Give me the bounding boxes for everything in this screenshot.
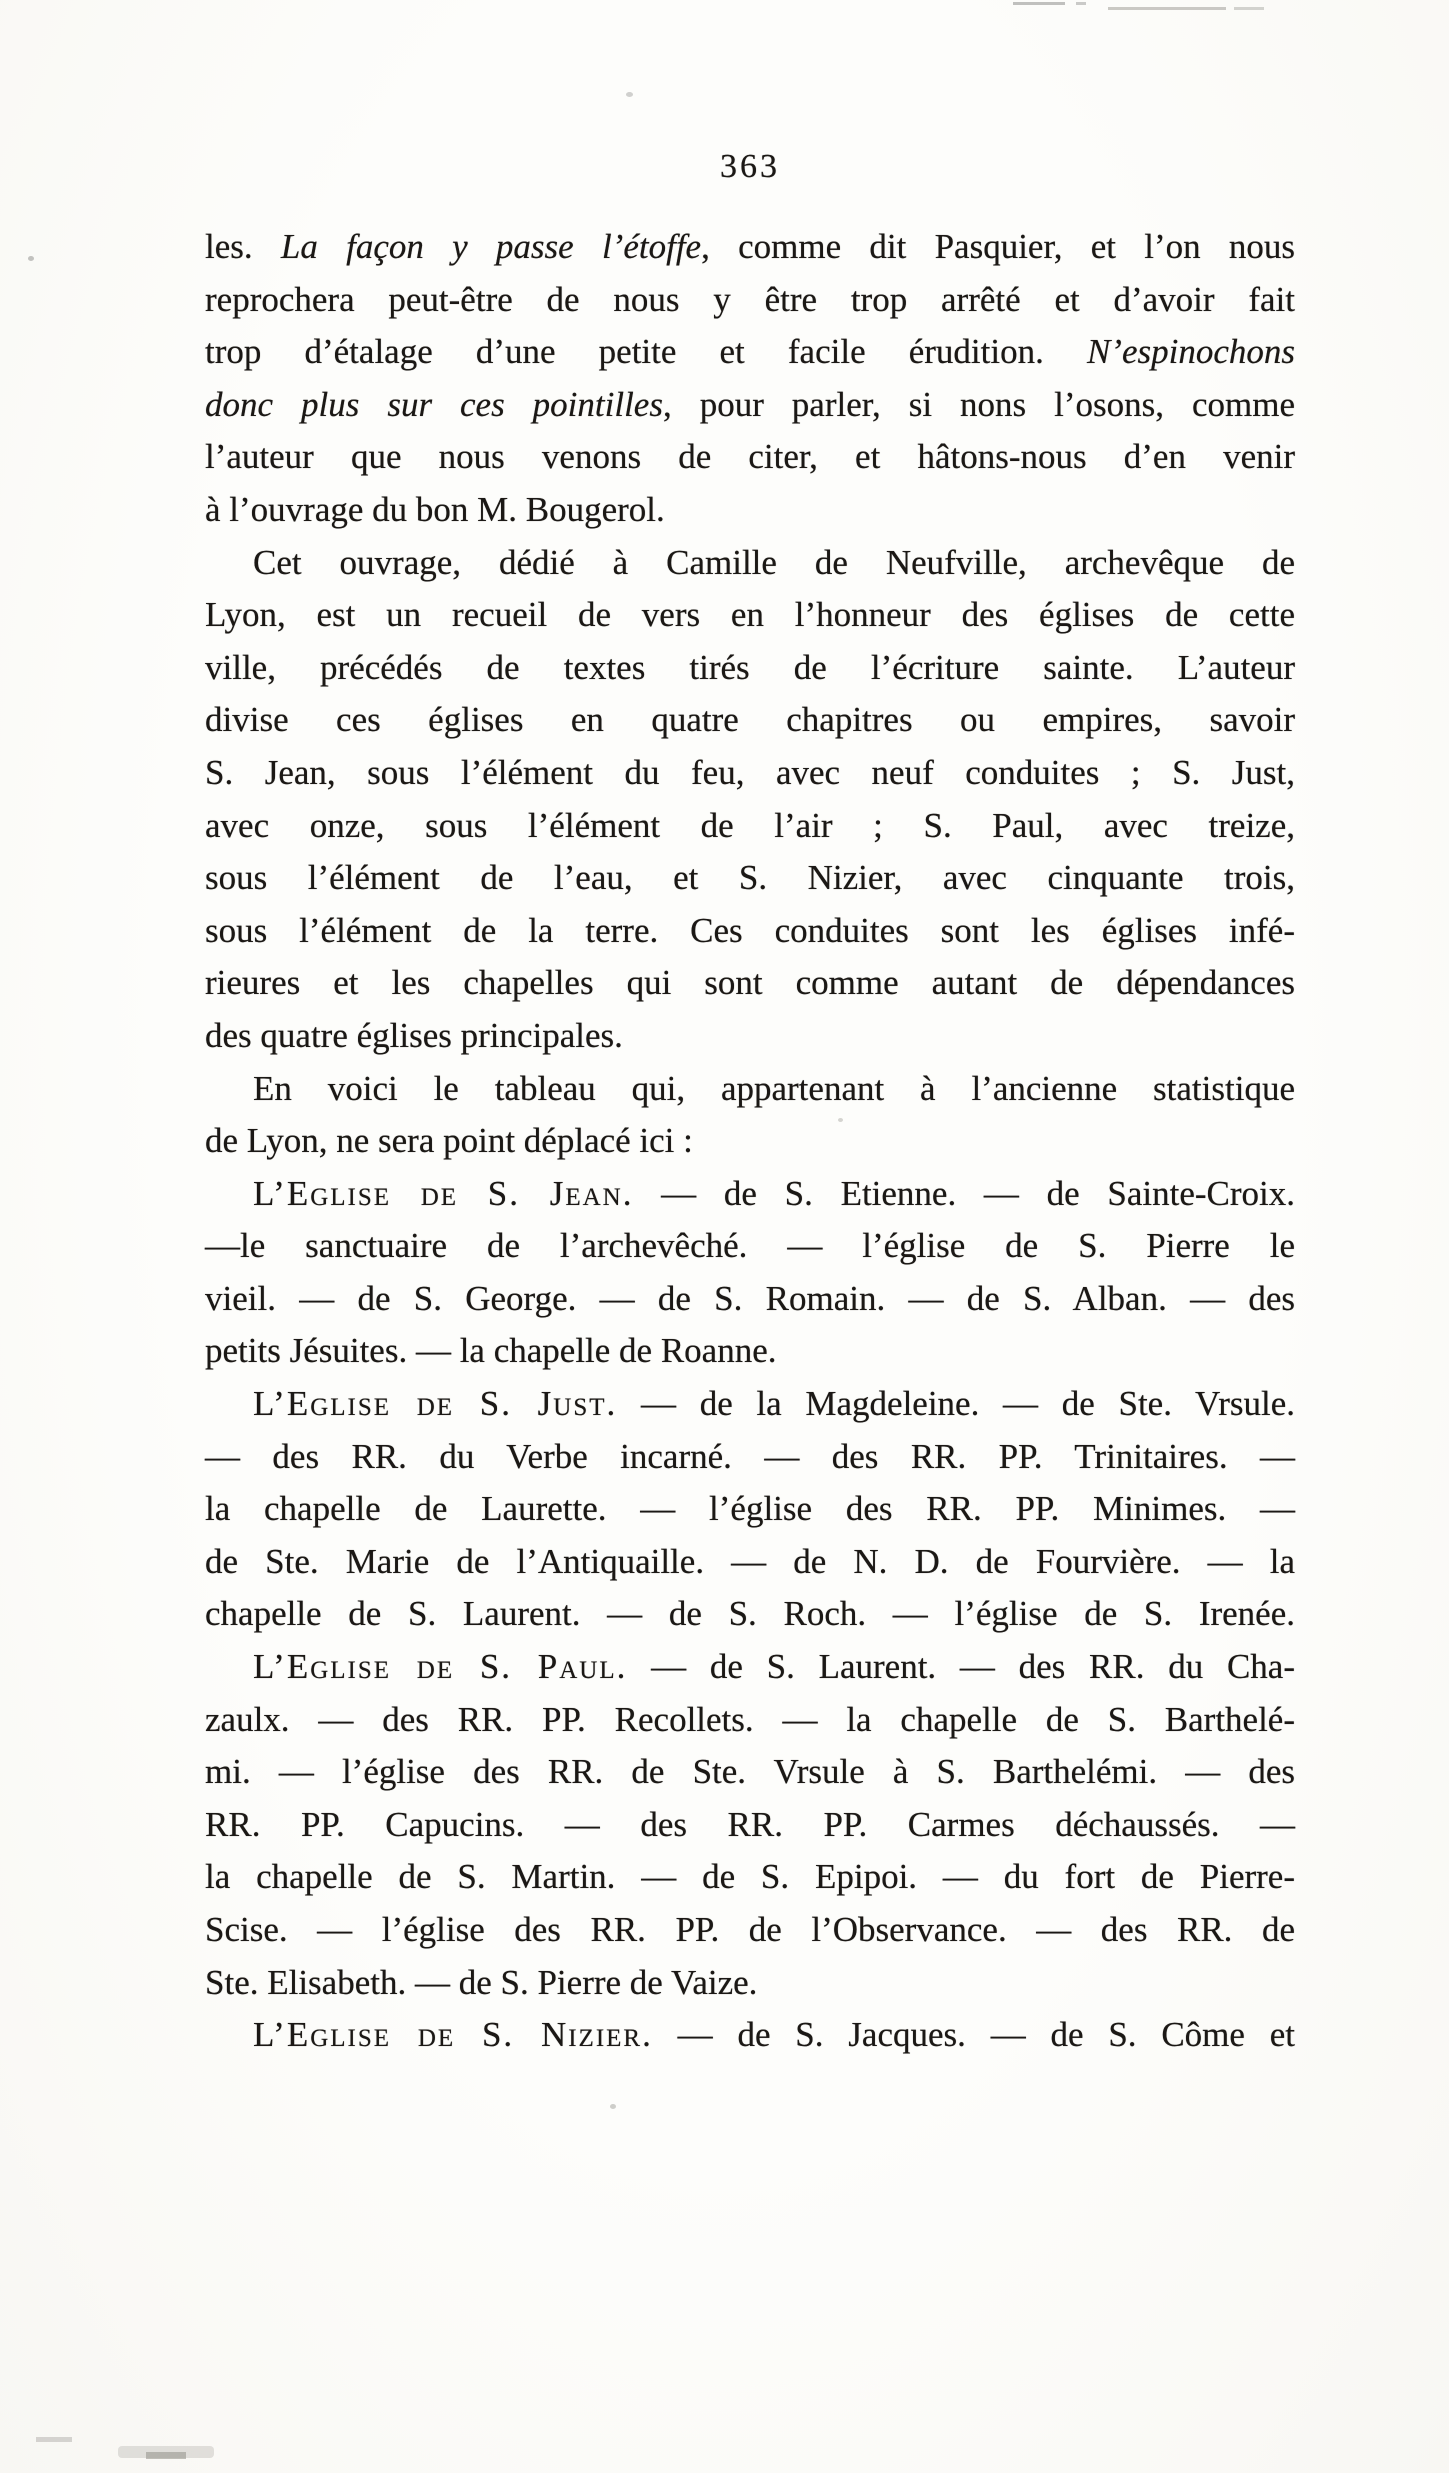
text-line xyxy=(205,1957,1295,2010)
text-segment: , pour parler, si nons l’osons, comme xyxy=(662,384,1295,424)
text-line xyxy=(205,1536,1295,1589)
smallcaps-church-heading: L’Eglise de S. Jean. xyxy=(253,1173,634,1213)
text-segment: Scise. — l’église des RR. PP. de l’Observance. — des RR. de xyxy=(205,1910,1295,1949)
text-line xyxy=(205,747,1295,800)
text-line xyxy=(205,589,1295,642)
text-segment: — de S. Etienne. — de Sainte-Croix. xyxy=(633,1173,1296,1213)
text-segment: — de S. Jacques. — de S. Côme et xyxy=(652,2015,1295,2055)
text-line xyxy=(205,642,1295,695)
text-line xyxy=(205,1325,1295,1378)
text-line xyxy=(205,1010,1295,1063)
text-line xyxy=(205,1588,1295,1641)
paragraph xyxy=(205,1378,1295,1641)
smallcaps-church-heading: L’Eglise de S. Paul. xyxy=(253,1647,628,1687)
text-line xyxy=(205,1641,1295,1694)
text-segment: de Ste. Marie de l’Antiquaille. — de N. D. de Fourvière. — la xyxy=(205,1541,1295,1581)
text-line xyxy=(205,800,1295,853)
text-line xyxy=(205,1431,1295,1484)
text-segment: à l’ouvrage du bon M. Bougerol. xyxy=(205,489,665,529)
smallcaps-church-heading: L’Eglise de S. Just. xyxy=(253,1384,618,1424)
paragraph xyxy=(205,1168,1295,1378)
scan-artifact xyxy=(1108,7,1226,10)
text-line xyxy=(205,1799,1295,1852)
italic-text: La façon y passe l’étoffe xyxy=(280,227,702,266)
text-segment: sous l’élément de la terre. Ces conduites sont les églises infé- xyxy=(205,910,1295,950)
italic-text: donc plus sur ces pointilles xyxy=(205,384,663,424)
text-line xyxy=(205,537,1295,590)
text-line xyxy=(205,1851,1295,1904)
text-segment: l’auteur que nous venons de citer, et hâtons-nous d’en venir xyxy=(205,437,1295,477)
paragraph xyxy=(205,1641,1295,2009)
text-line xyxy=(205,379,1295,432)
text-segment: ville, précédés de textes tirés de l’écriture sainte. L’auteur xyxy=(205,647,1295,687)
text-segment: chapelle de S. Laurent. — de S. Roch. — l’église de S. Irenée. xyxy=(205,1594,1295,1634)
paragraph xyxy=(205,2009,1295,2062)
text-line xyxy=(205,326,1295,379)
text-segment: zaulx. — des RR. PP. Recollets. — la chapelle de S. Barthelé- xyxy=(205,1699,1295,1739)
text-segment: En voici le tableau qui, appartenant à l’ancienne statistique xyxy=(253,1068,1295,1108)
paragraph xyxy=(205,1063,1295,1168)
text-segment: petits Jésuites. — la chapelle de Roanne. xyxy=(205,1331,777,1371)
text-segment: — des RR. du Verbe incarné. — des RR. PP. Trinitaires. — xyxy=(205,1436,1295,1476)
scan-artifact xyxy=(146,2452,186,2459)
italic-text: N’espinochons xyxy=(1086,332,1295,372)
text-line xyxy=(205,1220,1295,1273)
text-segment: S. Jean, sous l’élément du feu, avec neuf conduites ; S. Just, xyxy=(205,752,1295,792)
scan-artifact xyxy=(1076,2,1086,5)
text-line xyxy=(205,1273,1295,1326)
text-line xyxy=(205,1694,1295,1747)
text-segment: mi. — l’église des RR. de Ste. Vrsule à S. Barthelémi. — des xyxy=(205,1752,1295,1792)
text-line xyxy=(205,274,1295,327)
text-segment: les. xyxy=(205,227,281,266)
text-line xyxy=(205,1904,1295,1957)
text-segment: la chapelle de S. Martin. — de S. Epipoi. — du fort de Pierre- xyxy=(205,1857,1295,1897)
text-block xyxy=(205,221,1295,2062)
text-segment: de Lyon, ne sera point déplacé ici : xyxy=(205,1121,693,1161)
text-segment: — de S. Laurent. — des RR. du Cha- xyxy=(627,1647,1295,1687)
text-segment: avec onze, sous l’élément de l’air ; S. Paul, avec treize, xyxy=(205,805,1295,845)
text-segment: Lyon, est un recueil de vers en l’honneur des églises de cette xyxy=(205,595,1295,635)
text-segment: reprochera peut-être de nous y être trop arrêté et d’avoir fait xyxy=(205,279,1295,319)
text-segment: — de la Magdeleine. — de Ste. Vrsule. xyxy=(617,1384,1295,1424)
smallcaps-church-heading: L’Eglise de S. Nizier. xyxy=(253,2015,653,2055)
page-number: 363 xyxy=(720,148,780,185)
scan-artifact xyxy=(1013,2,1065,5)
text-line xyxy=(205,1378,1295,1431)
text-segment: —le sanctuaire de l’archevêché. — l’église de S. Pierre le xyxy=(205,1226,1295,1266)
text-segment: des quatre églises principales. xyxy=(205,1015,623,1055)
scan-artifact xyxy=(36,2437,72,2442)
scan-artifact xyxy=(28,256,34,261)
text-line xyxy=(205,484,1295,537)
text-line xyxy=(205,2009,1295,2062)
text-segment: vieil. — de S. George. — de S. Romain. — de S. Alban. — des xyxy=(205,1278,1295,1318)
text-line xyxy=(205,1483,1295,1536)
paragraph xyxy=(205,537,1295,1063)
text-line xyxy=(205,1063,1295,1116)
text-line xyxy=(205,1115,1295,1168)
text-line xyxy=(205,694,1295,747)
text-segment: RR. PP. Capucins. — des RR. PP. Carmes déchaussés. — xyxy=(205,1804,1295,1844)
text-line xyxy=(205,957,1295,1010)
text-segment: Ste. Elisabeth. — de S. Pierre de Vaize. xyxy=(205,1962,758,2002)
scan-artifact xyxy=(1234,7,1264,10)
text-line xyxy=(205,221,1295,274)
text-line xyxy=(205,1168,1295,1221)
paragraph xyxy=(205,221,1295,537)
text-segment: sous l’élément de l’eau, et S. Nizier, avec cinquante trois, xyxy=(205,858,1295,898)
scan-artifact xyxy=(610,2104,616,2109)
text-segment: , comme dit Pasquier, et l’on nous xyxy=(701,227,1296,266)
text-segment: rieures et les chapelles qui sont comme autant de dépendances xyxy=(205,963,1295,1003)
text-line xyxy=(205,431,1295,484)
text-segment: Cet ouvrage, dédié à Camille de Neufville, archevêque de xyxy=(253,542,1295,582)
text-line xyxy=(205,905,1295,958)
text-segment: divise ces églises en quatre chapitres ou empires, savoir xyxy=(205,700,1295,740)
scan-artifact xyxy=(626,92,633,97)
text-line xyxy=(205,852,1295,905)
text-segment: la chapelle de Laurette. — l’église des RR. PP. Minimes. — xyxy=(205,1489,1295,1529)
text-segment: trop d’étalage d’une petite et facile érudition. xyxy=(205,332,1087,372)
text-line xyxy=(205,1746,1295,1799)
